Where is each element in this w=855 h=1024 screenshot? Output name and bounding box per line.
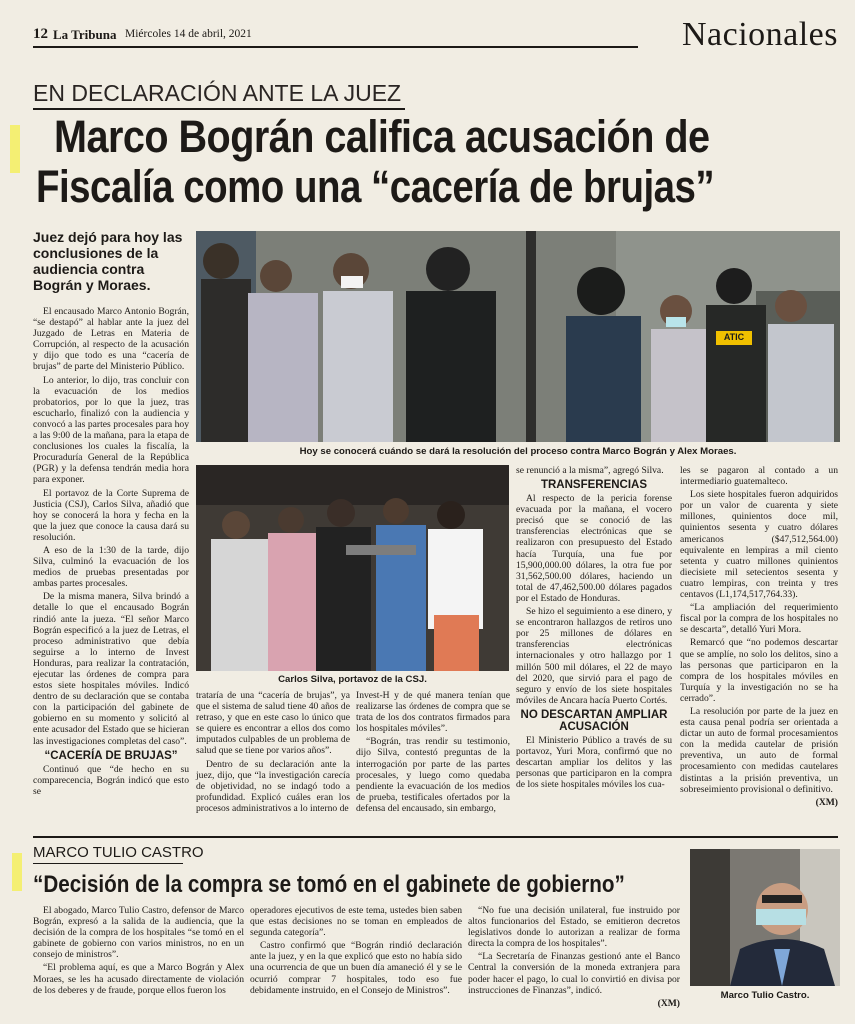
atic-badge: ATIC bbox=[723, 332, 745, 342]
paragraph: trataría de una “cacería de brujas”, ya que el sistema de salud tiene 40 años de retraso, y que en este caso lo único que se quiere es encontrar a ellos dos como imputados culpables de un problema de salud que se tiene por varios años”. bbox=[196, 690, 350, 757]
page-number: 12 bbox=[33, 26, 48, 42]
header-rule bbox=[33, 46, 638, 48]
paragraph: El Ministerio Público a través de su portavoz, Yuri Mora, confirmó que no descartan ampliar los delitos y las personas que participaron en la compra de los siete hospitales móviles los cua- bbox=[516, 734, 672, 791]
press-photo bbox=[196, 465, 509, 671]
paragraph: El portavoz de la Corte Suprema de Justicia (CSJ), Carlos Silva, añadió que hoy se conocerá la hora y fecha en la que la juez que conoce la causa dará su resolución. bbox=[33, 487, 189, 543]
main-column-1 bbox=[33, 306, 189, 799]
publication-name: La Tribuna bbox=[53, 27, 117, 42]
highlighter-mark bbox=[12, 853, 22, 891]
paragraph: “El problema aquí, es que a Marco Bográn y Alex Moraes, se les ha acusado directamente de violación de los deberes y de fraude, porque ellos fueron los bbox=[33, 962, 244, 996]
main-headline-line1: Marco Bográn califica acusación de bbox=[54, 111, 710, 162]
main-column-5 bbox=[680, 465, 838, 808]
paragraph: El abogado, Marco Tulio Castro, defensor de Marco Bográn, expresó a la salida de la audiencia, que la decisión de la compra de los hospitales “se tomó en el gabinete de gobierno con varios ministros, no en un consejo de ministros”. bbox=[33, 905, 244, 961]
paragraph: “No fue una decisión unilateral, fue instruido por altos funcionarios del Estado, se emitieron decretos legislativos donde lo autorizan a realizar de forma directa la compra de los hospitales”. bbox=[468, 905, 680, 950]
press-photo-art bbox=[196, 465, 509, 671]
byline-sign: (XM) bbox=[657, 997, 680, 1009]
paragraph: operadores ejecutivos de este tema, ustedes bien saben que estas decisiones no se toman en empleados de segunda categoría”. bbox=[250, 905, 462, 939]
second-column-3 bbox=[468, 905, 680, 1009]
issue-date: Miércoles 14 de abril, 2021 bbox=[125, 28, 252, 40]
highlighter-mark bbox=[10, 125, 20, 173]
second-column-1 bbox=[33, 905, 244, 998]
paragraph: Invest-H y de qué manera tenían que realizarse las órdenes de compra que se trata de los dos contratos firmados para los hospitales móviles”. bbox=[356, 690, 510, 735]
page-header bbox=[33, 16, 838, 54]
main-kicker: EN DECLARACIÓN ANTE LA JUEZ bbox=[33, 80, 402, 106]
second-column-2 bbox=[250, 905, 462, 998]
castro-photo bbox=[690, 849, 840, 986]
paragraph: A eso de la 1:30 de la tarde, dijo Silva, culminó la evacuación de los medios de pruebas presentadas por ambas partes procesales. bbox=[33, 544, 189, 590]
kicker-underline bbox=[33, 108, 405, 110]
paragraph: “Bográn, tras rendir su testimonio, dijo Silva, contestó preguntas de la interrogación por parte de las partes procesales, y luego como quedaba pendiente la evacuación de los medios de prueba, testificales ofertados por la defensa del encausado, sin embargo, bbox=[356, 736, 510, 814]
main-column-3 bbox=[356, 690, 510, 816]
subhead-no-descartan: NO DESCARTAN AMPLIAR ACUSACIÓN bbox=[520, 708, 668, 733]
main-headline-line2: Fiscalía como una “cacería de brujas” bbox=[36, 161, 715, 212]
courtroom-photo bbox=[196, 231, 840, 442]
story-divider bbox=[33, 836, 838, 838]
paragraph: “La Secretaría de Finanzas gestionó ante el Banco Central la conversión de la moneda extranjera para poder hacer el pago, lo cual lo convirtió en divisa por instrucciones de Finanzas”, indicó. bbox=[468, 951, 680, 996]
paragraph: Se hizo el seguimiento a ese dinero, y se encontraron hallazgos de retiros uno por 25 millones de dólares en transferencias electrónicas internacionales y otro hallazgo por 1 millón 500 mil dólares, el 22 de mayo del 2020, que sirvió para el pago de seguro y envío de los siete hospitales móviles de Ancara hacía Puerto Cortés. bbox=[516, 606, 672, 706]
main-column-4 bbox=[516, 465, 672, 792]
second-kicker: MARCO TULIO CASTRO bbox=[33, 844, 204, 861]
paragraph: se renunció a la misma”, agregó Silva. bbox=[516, 465, 664, 476]
castro-photo-art bbox=[690, 849, 840, 986]
subhead-transferencias: TRANSFERENCIAS bbox=[540, 479, 648, 492]
paragraph: El encausado Marco Antonio Bográn, “se destapó” al hablar ante la juez del Juzgado de Letras en Materia de Corrupción, al respecto de la acusación y dijo que todo es una “cacería de brujas” de parte del Ministerio Público. bbox=[33, 306, 189, 373]
paragraph: Remarcó que “no podemos descartar que se amplíe, no solo los delitos, sino a las personas que participaron en la compra de los hospitales móviles en Turquía y la investigación no se ha cerrado”. bbox=[680, 637, 838, 704]
second-headline: “Decisión de la compra se tomó en el gabinete de gobierno” bbox=[33, 871, 625, 898]
paragraph: Al respecto de la pericia forense evacuada por la mañana, el vocero precisó que se conoció de las transferencias electrónicas que se realizaron con presupuesto del Estado hacía Turquía, una fue por 15,900,000.00 dólares, la otra fue por 31,562,500.00 dólares, haciendo un total de 47,462,500.00 dólares pagados por el Estado de Honduras. bbox=[516, 493, 672, 604]
castro-photo-caption: Marco Tulio Castro. bbox=[720, 990, 810, 1001]
paragraph: “La ampliación del requerimiento fiscal por la compra de los hospitales no se descarta”, detalló Yuri Mora. bbox=[680, 602, 838, 636]
main-column-2 bbox=[196, 690, 350, 816]
paragraph: les se pagaron al contado a un intermediario guatemalteco. bbox=[680, 465, 838, 488]
paragraph: Castro confirmó que “Bográn rindió declaración ante la juez, y en la que explicó que esto no había sido una ocurrencia de que un buen día amaneció él y se le ocurrió comprar 7 hospitales, todo eso fue debidamente instruido, en el Consejo de Ministros”. bbox=[250, 940, 462, 996]
subhead-caceria: “CACERÍA DE BRUJAS” bbox=[44, 749, 178, 762]
second-kicker-underline bbox=[33, 863, 183, 864]
courtroom-photo-caption: Hoy se conocerá cuándo se dará la resolución del proceso contra Marco Bográn y Alex Moraes. bbox=[299, 446, 737, 457]
paragraph: Lo anterior, lo dijo, tras concluir con la evacuación de los medios probatorios, por lo que la juez, tras escucharlo, finalizó con la audiencia y convocó a las partes procesales para hoy a las 9:00 de la mañana, para la etapa de conclusiones los cuales la fiscalía, la Procuraduría General de la República (PGR) y la defensa tendrán media hora para exponer. bbox=[33, 374, 189, 486]
paragraph: La resolución por parte de la juez en esta causa penal podría ser orientada a dictar un auto de formal procesamientos con la medida cautelar de prisión preventiva, un auto de formal procesamiento con medidas cautelares distintas a la prisión preventiva, un sobreseimiento provisional o definitivo. bbox=[680, 705, 838, 795]
paragraph: Dentro de su declaración ante la juez, dijo, que “la investigación carecía de objetividad, no se indagó todo a profundidad. Explicó cuáles eran los procesos administrativos a lo interno de bbox=[196, 758, 350, 814]
byline-sign: (XM) bbox=[815, 796, 838, 808]
press-photo-caption: Carlos Silva, portavoz de la CSJ. bbox=[278, 674, 427, 685]
paragraph: Continuó que “de hecho en su comparecencia, Bográn indicó que esto se bbox=[33, 763, 189, 797]
paragraph: De la misma manera, Silva brindó a detalle lo que el encausado Bográn rindió ante la jueza. “El señor Marco Bográn especificó a la juez de Letras, el proceso administrativo que debía seguirse a lo interno de Invest Honduras, para realizar la contratación, ejecutar las órdenes de compra para estos siete hospitales móviles. Indicó dentro de su declaración que se contaba con la participación del gabinete de gobierno en su momento y solicitó al ente acusador del Estado que se hicieran las investigaciones completas del caso”. bbox=[33, 591, 189, 747]
paragraph: Los siete hospitales fueron adquiridos por un valor de cuarenta y siete millones, quinientos doce mil, quinientos sesenta y cuatro dólares americanos ($47,512,564.00) equivalente en lempiras a mil ciento setenta y cuatro millones quinientos diecisiete mil setecientos sesenta y cuatro lempiras, con treinta y tres centavos (L1,174,517,764.33). bbox=[680, 489, 838, 601]
section-name: Nacionales bbox=[681, 16, 838, 53]
story-deck: Juez dejó para hoy las conclusiones de la audiencia contra Bográn y Moraes. bbox=[33, 229, 183, 293]
